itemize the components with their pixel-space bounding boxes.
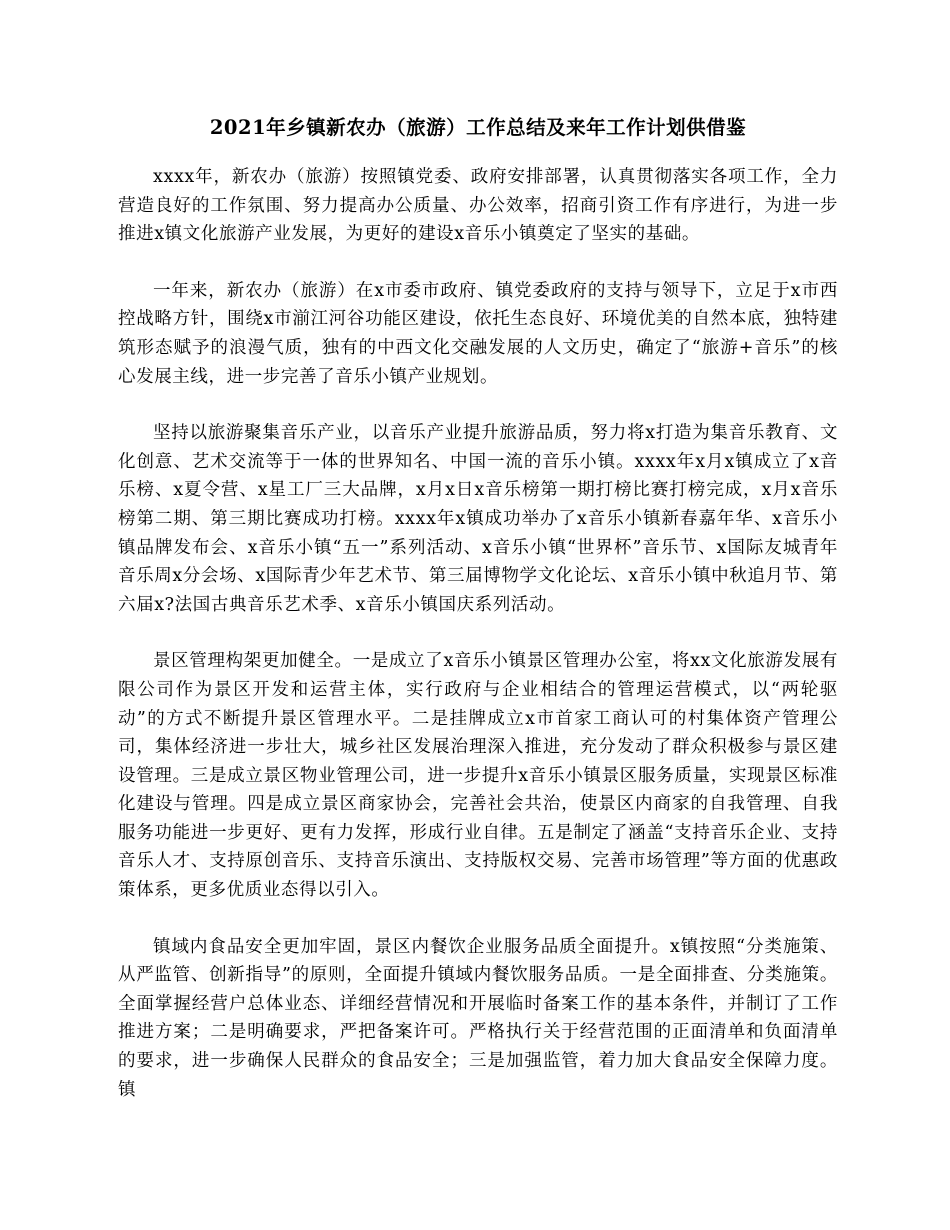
document-page: [118, 113, 838, 1132]
paragraph-intro: xxxx年，新农办（旅游）按照镇党委、政府安排部署，认真贯彻落实各项工作，全力营造良好的工作氛围、努力提高办公质量、办公效率，招商引资工作有序进行，为进一步推进x镇文化旅游产业发展，为更好的建设x音乐小镇奠定了坚实的基础。: [118, 167, 838, 245]
paragraph-development-strategy: 一年来，新农办（旅游）在x市委市政府、镇党委政府的支持与领导下，立足于x市西控战略方针，围绕x市湔江河谷功能区建设，依托生态良好、环境优美的自然本底，独特建筑形态赋予的浪漫气质，独有的中西文化交融发展的人文历史，确定了“旅游+音乐”的核心发展主线，进一步完善了音乐小镇产业规划。: [118, 280, 838, 387]
paragraph-scenic-management: 景区管理构架更加健全。一是成立了x音乐小镇景区管理办公室，将xx文化旅游发展有限公司作为景区开发和运营主体，实行政府与企业相结合的管理运营模式，以“两轮驱动”的方式不断提升景区管理水平。二是挂牌成立x市首家工商认可的村集体资产管理公司，集体经济进一步壮大，城乡社区发展治理深入推进，充分发动了群众积极参与景区建设管理。三是成立景区物业管理公司，进一步提升x音乐小镇景区服务质量，实现景区标准化建设与管理。四是成立景区商家协会，完善社会共治，使景区内商家的自我管理、自我服务功能进一步更好、更有力发挥，形成行业自律。五是制定了涵盖“支持音乐企业、支持音乐人才、支持原创音乐、支持音乐演出、支持版权交易、完善市场管理”等方面的优惠政策体系，更多优质业态得以引入。: [118, 651, 838, 901]
document-title: 2021年乡镇新农办（旅游）工作总结及来年工作计划供借鉴: [209, 116, 747, 139]
paragraph-music-brands: 坚持以旅游聚集音乐产业，以音乐产业提升旅游品质，努力将x打造为集音乐教育、文化创意、艺术交流等于一体的世界知名、中国一流的音乐小镇。xxxx年x月x镇成立了x音乐榜、x夏令营、x星工厂三大品牌，x月x日x音乐榜第一期打榜比赛打榜完成，x月x音乐榜第二期、第三期比赛成功打榜。xxxx年x镇成功举办了x音乐小镇新春嘉年华、x音乐小镇品牌发布会、x音乐小镇“五一”系列活动、x音乐小镇“世界杯”音乐节、x国际友城青年音乐周x分会场、x国际青少年艺术节、第三届博物学文化论坛、x音乐小镇中秋追月节、第六届x?法国古典音乐艺术季、x音乐小镇国庆系列活动。: [118, 423, 838, 615]
paragraph-food-safety: 镇域内食品安全更加牢固，景区内餐饮企业服务品质全面提升。x镇按照“分类施策、从严监管、创新指导”的原则，全面提升镇域内餐饮服务品质。一是全面排查、分类施策。全面掌握经营户总体业态、详细经营情况和开展临时备案工作的基本条件，并制订了工作推进方案；二是明确要求，严把备案许可。严格执行关于经营范围的正面清单和负面清单的要求，进一步确保人民群众的食品安全；三是加强监管，着力加大食品安全保障力度。镇: [118, 936, 838, 1100]
